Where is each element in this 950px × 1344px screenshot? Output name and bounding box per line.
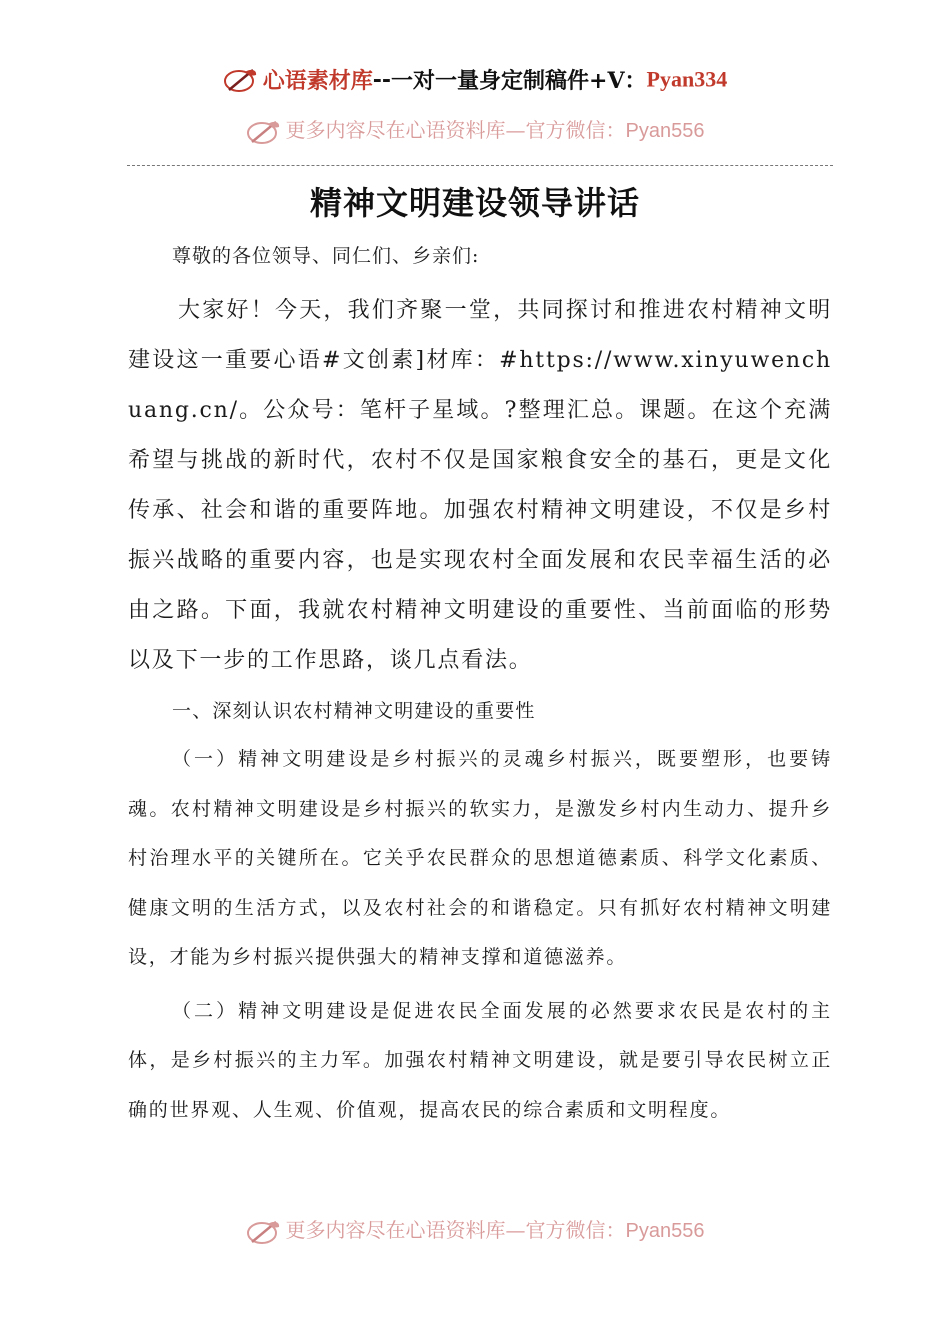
section-heading: 一、深刻认识农村精神文明建设的重要性 — [172, 700, 536, 722]
header-subline — [0, 114, 950, 146]
footer-text: 更多内容尽在心语资料库—官方微信： — [285, 1218, 626, 1242]
paragraph-2: （二）精神文明建设是促进农民全面发展的必然要求农民是农村的主体，是乡村振兴的主力军。加强农村精神文明建设，就是要引导农民树立正确的世界观、人生观、价值观，提高农民的综合素质和文明程度。 — [128, 999, 832, 1121]
header-contact: Pyan334 — [646, 66, 728, 92]
subline-text: 更多内容尽在心语资料库—官方微信： — [285, 118, 626, 142]
document-title: 精神文明建设领导讲话 — [309, 184, 640, 222]
header-divider — [127, 165, 833, 166]
greeting: 尊敬的各位领导、同仁们、乡亲们: — [172, 245, 480, 267]
header-dashes: -- — [372, 66, 392, 93]
subline-id: Pyan556 — [625, 120, 705, 142]
quill-logo-icon — [246, 1218, 282, 1246]
footer-watermark — [0, 1214, 950, 1246]
footer-id: Pyan556 — [625, 1220, 705, 1242]
header-slogan: 一对一量身定制稿件+V： — [391, 68, 647, 94]
quill-logo-icon — [223, 66, 259, 94]
document-body — [128, 234, 832, 1135]
intro-paragraph: 大家好！今天，我们齐聚一堂，共同探讨和推进农村精神文明建设这一重要心语#文创素]材库：#https://www.xinyuwenchuang.cn/。公众号：笔杆子星域。?整理汇总。课题。在这个充满希望与挑战的新时代，农村不仅是国家粮食安全的基石，更是文化传承、社会和谐的重要阵地。加强农村精神文明建设，不仅是乡村振兴战略的重要内容，也是实现农村全面发展和农民幸福生活的必由之路。下面，我就农村精神文明建设的重要性、当前面临的形势以及下一步的工作思路，谈几点看法。 — [128, 298, 832, 673]
brand-name: 心语素材库 — [262, 68, 373, 93]
header-banner — [0, 64, 950, 95]
quill-logo-icon — [246, 118, 282, 146]
paragraph-1: （一）精神文明建设是乡村振兴的灵魂乡村振兴，既要塑形，也要铸魂。农村精神文明建设是乡村振兴的软实力，是激发乡村内生动力、提升乡村治理水平的关键所在。它关乎农民群众的思想道德素质、科学文化素质、健康文明的生活方式，以及农村社会的和谐稳定。只有抓好农村精神文明建设，才能为乡村振兴提供强大的精神支撑和道德滋养。 — [128, 748, 832, 968]
